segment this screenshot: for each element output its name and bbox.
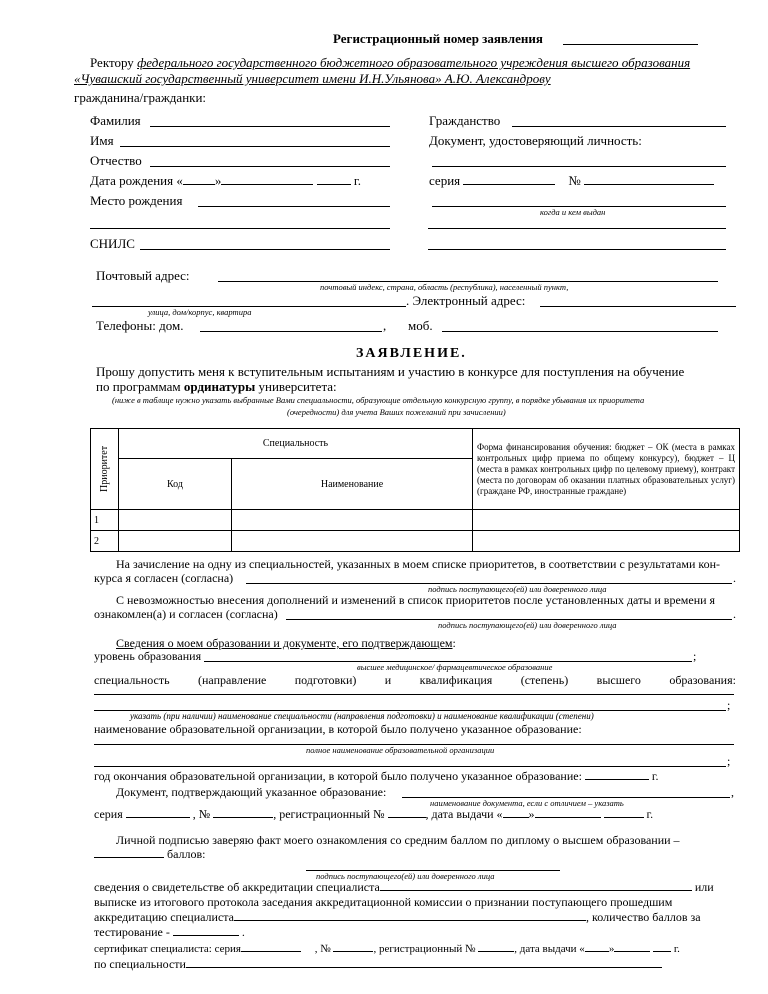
citizen-label: гражданина/гражданки: <box>74 90 207 105</box>
funding-header: Форма финансирования обучения: бюджет – ОК (места в рамках контрольных цифр приема по общему конкурсу), бюджет – Ц (места в рамках контрольных цифр по целевому приему), контракт (места по договорам об оказании платных образовательных услуг) (граждане РФ, иностранные граждане) <box>473 429 740 510</box>
funding-cell[interactable] <box>473 510 740 531</box>
birthplace-label: Место рождения <box>90 193 183 208</box>
issued-by-field-2[interactable] <box>428 228 726 229</box>
consent2-line1: С невозможностью внесения дополнений и изменений в список приоритетов после установленных даты и времени я <box>116 593 716 607</box>
priority-table <box>90 428 740 552</box>
consent2-dot: . <box>733 607 736 621</box>
consent1-sign-hint: подпись поступающего(ей) или доверенного лица <box>428 584 607 594</box>
phones-comma: , <box>383 318 387 333</box>
street-hint: улица, дом/корпус, квартира <box>148 307 252 317</box>
series-label: серия № <box>429 173 714 189</box>
patronymic-label: Отчество <box>90 153 142 168</box>
edu-specialty-field[interactable] <box>94 694 734 695</box>
edu-level-label: уровень образования <box>94 649 202 663</box>
edu-org-hint: полное наименование образовательной организации <box>306 745 495 755</box>
gpa-line2: баллов: <box>94 847 206 862</box>
edu-org-label: наименование образовательной организации, в которой было получено указанное образование: <box>94 722 582 736</box>
edu-specialty-hint: указать (при наличии) наименование специальности (направления подготовки) и наименование квалификации (степени) <box>130 711 594 721</box>
funding-cell[interactable] <box>473 531 740 552</box>
reg-number-field[interactable] <box>563 44 698 45</box>
education-heading: Сведения о моем образовании и документе, его подтверждающем: <box>116 636 456 650</box>
snils-field[interactable] <box>140 249 390 250</box>
edu-level-hint: высшее медицинское/ фармацевтическое образование <box>357 662 553 672</box>
edu-doc-details: серия , № , регистрационный № , дата выдачи « » г. <box>94 807 654 821</box>
consent1-line1: На зачисление на одну из специальностей, указанных в моем списке приоритетов, в соответствии с результатами кон- <box>116 557 721 571</box>
birthdate-label: Дата рождения « » г. <box>90 173 361 188</box>
postal-label: Почтовый адрес: <box>96 268 190 283</box>
issued-by-field-3[interactable] <box>428 249 726 250</box>
edu-org-semicolon: ; <box>727 754 731 768</box>
consent1-dot: . <box>733 571 736 585</box>
edu-doc-comma: , <box>731 785 734 799</box>
mobile-label: моб. <box>408 318 433 333</box>
home-phone-field[interactable] <box>200 331 382 332</box>
mobile-field[interactable] <box>442 331 718 332</box>
snils-label: СНИЛС <box>90 236 135 251</box>
code-cell[interactable] <box>119 510 232 531</box>
phones-label: Телефоны: дом. <box>96 318 184 333</box>
priority-header: Приоритет <box>91 429 119 510</box>
surname-label: Фамилия <box>90 113 141 128</box>
edu-doc-hint: наименование документа, если с отличием – указать <box>430 798 624 808</box>
accred-line1: сведения о свидетельстве об аккредитации специалиста или <box>94 880 714 894</box>
statement-title: ЗАЯВЛЕНИЕ. <box>356 346 467 361</box>
institution-line2: «Чувашский государственный университет имени И.Н.Ульянова» А.Ю. Александрову <box>74 71 551 86</box>
edu-level-semicolon: ; <box>693 649 697 663</box>
patronymic-field[interactable] <box>150 166 390 167</box>
naming-cell[interactable] <box>232 531 473 552</box>
reg-number-label: Регистрационный номер заявления <box>333 31 543 46</box>
table-row: 2 <box>91 531 740 552</box>
consent2-sign-hint: подпись поступающего(ей) или доверенного лица <box>438 620 617 630</box>
surname-field[interactable] <box>150 126 390 127</box>
gpa-line1: Личной подписью заверяю факт моего ознакомления со средним баллом по диплому о высшем образовании – <box>116 833 680 847</box>
naming-header: Наименование <box>232 459 473 510</box>
cert-line: сертификат специалиста: серия , № , регистрационный № , дата выдачи « » г. <box>94 943 680 955</box>
consent1-line2: курса я согласен (согласна) <box>94 571 234 585</box>
edu-specialty-semicolon: ; <box>727 698 731 712</box>
statement-line1: Прошу допустить меня к вступительным испытаниям и участию в конкурсе для поступления на обучение <box>96 364 685 379</box>
statement-line2: по программам ординатуры университета: <box>96 379 337 394</box>
statement-note2: (очередности) для учета Ваших пожеланий при зачислении) <box>287 407 506 417</box>
specialty-header: Специальность <box>119 429 473 459</box>
code-cell[interactable] <box>119 531 232 552</box>
id-doc-label: Документ, удостоверяющий личность: <box>429 133 642 148</box>
issued-by-hint: когда и кем выдан <box>540 207 606 217</box>
edu-org-field-2[interactable] <box>94 766 726 767</box>
name-label: Имя <box>90 133 114 148</box>
email-field[interactable] <box>540 306 736 307</box>
accred-line4: тестирование - . <box>94 925 245 939</box>
birthplace-field-2[interactable] <box>90 228 390 229</box>
citizenship-field[interactable] <box>512 126 726 127</box>
edu-doc-label: Документ, подтверждающий указанное образование: <box>116 785 387 799</box>
statement-note1: (ниже в таблице нужно указать выбранные Вами специальности, образующие отдельную конкурсную группу, в порядке убывания их приоритета <box>112 395 645 405</box>
table-row: 1 <box>91 510 740 531</box>
edu-specialty-label: специальность (направление подготовки) и квалификация (степень) высшего образования: <box>94 673 736 687</box>
code-header: Код <box>119 459 232 510</box>
email-label: . Электронный адрес: <box>406 293 526 308</box>
accred-line2: выписке из итогового протокола заседания аккредитационной комиссии о признании поступающего прошедшим <box>94 895 673 909</box>
id-doc-field[interactable] <box>432 166 726 167</box>
postal-hint: почтовый индекс, страна, область (республика), населенный пункт, <box>320 282 569 292</box>
citizenship-label: Гражданство <box>429 113 501 128</box>
name-field[interactable] <box>120 146 390 147</box>
accred-line3: аккредитацию специалиста , количество баллов за <box>94 910 701 924</box>
rector-line: Ректору федерального государственного бюджетного образовательного учреждения высшего образования <box>90 55 691 70</box>
by-specialty-label: по специальности <box>94 957 662 972</box>
consent2-line2: ознакомлен(а) и согласен (согласна) <box>94 607 278 621</box>
gpa-sign-hint: подпись поступающего(ей) или доверенного лица <box>316 871 495 881</box>
naming-cell[interactable] <box>232 510 473 531</box>
birthplace-field[interactable] <box>198 206 390 207</box>
grad-year-label: год окончания образовательной организации, в которой было получено указанное образование: г. <box>94 769 659 783</box>
